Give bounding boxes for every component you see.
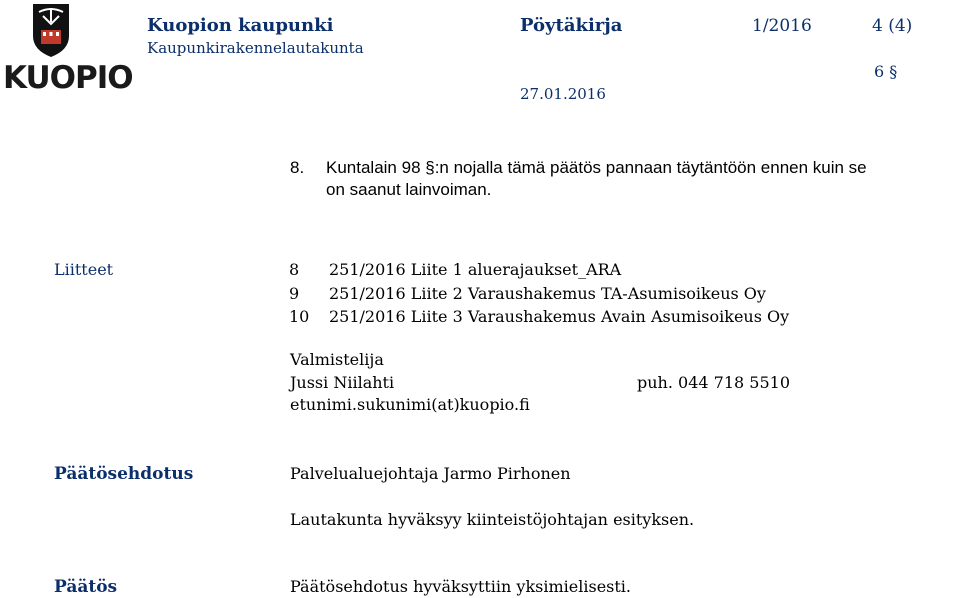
item-number: 8. — [290, 158, 305, 177]
attachment-number: 8 — [289, 260, 300, 279]
kuopio-logo — [3, 2, 133, 98]
kuopio-crest-icon — [31, 2, 71, 58]
item-text-line1: Kuntalain 98 §:n nojalla tämä päätös pannaan täytäntöön ennen kuin se — [326, 158, 867, 177]
attachments-label: Liitteet — [54, 260, 114, 279]
preparer-email: etunimi.sukunimi(at)kuopio.fi — [290, 395, 530, 414]
attachment-title: 251/2016 Liite 2 Varaushakemus TA-Asumisoikeus Oy — [329, 284, 766, 303]
preparer-title: Valmistelija — [290, 350, 384, 369]
preparer-name: Jussi Niilahti — [290, 373, 395, 392]
proposal-label: Päätösehdotus — [54, 464, 194, 484]
attachment-title: 251/2016 Liite 1 aluerajaukset_ARA — [329, 260, 622, 279]
proposal-author: Palvelualuejohtaja Jarmo Pirhonen — [290, 464, 571, 483]
doc-number: 1/2016 — [752, 16, 812, 36]
attachment-title: 251/2016 Liite 3 Varaushakemus Avain Asumisoikeus Oy — [329, 307, 790, 326]
doc-type: Pöytäkirja — [520, 15, 623, 36]
org-name: Kuopion kaupunki — [147, 15, 334, 36]
decision-label: Päätös — [54, 577, 118, 597]
attachment-number: 9 — [289, 284, 300, 303]
preparer-phone: puh. 044 718 5510 — [637, 373, 790, 392]
item-text-line2: on saanut lainvoiman. — [326, 180, 492, 199]
decision-text: Päätösehdotus hyväksyttiin yksimielisesti. — [290, 577, 632, 596]
org-unit: Kaupunkirakennelautakunta — [147, 39, 364, 57]
section-number: 6 § — [874, 62, 898, 81]
proposal-text: Lautakunta hyväksyy kiinteistöjohtajan esityksen. — [290, 510, 695, 529]
page-number: 4 (4) — [872, 16, 913, 36]
attachment-number: 10 — [289, 307, 310, 326]
logo-wordmark: KUOPIO — [3, 60, 133, 96]
meeting-date: 27.01.2016 — [520, 85, 606, 103]
